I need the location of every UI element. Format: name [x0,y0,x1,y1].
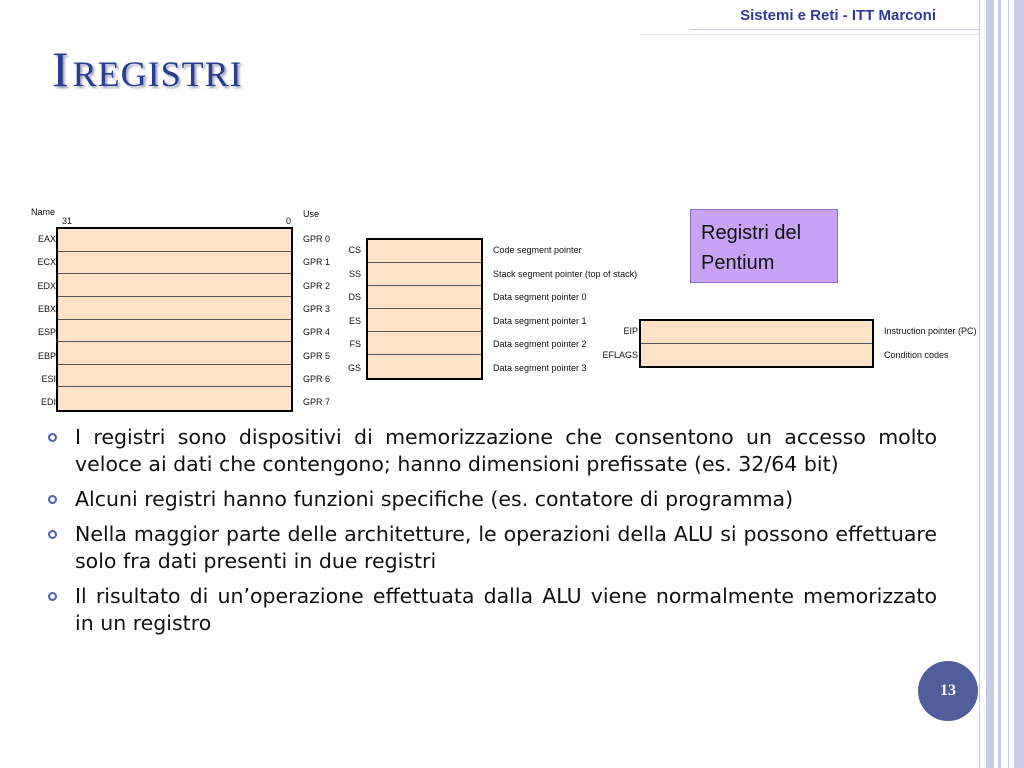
gpr-name-label: ECX [37,257,56,268]
callout-line-2: Pentium [701,252,775,274]
segment-use-label: Data segment pointer 3 [493,362,587,373]
callout-line-1: Registri del [701,222,802,244]
gpr-use-label: GPR 6 [303,373,331,384]
gpr-use-label: GPR 1 [303,257,331,268]
border-line [998,0,1001,768]
register-row [368,263,481,286]
segment-name-label: CS [348,245,361,255]
gpr-name-label: ESP [37,327,56,338]
bullet-item [44,583,937,637]
bullet-item [44,424,937,478]
header-rule [690,29,980,30]
gpr-use-label: GPR 3 [303,303,331,314]
segment-name-label: SS [348,268,361,279]
segment-register-block [366,238,483,380]
segment-name-label: GS [347,362,361,373]
register-row [58,229,291,252]
bullet-text: Il risultato di un’operazione effettuata dalla ALU viene normalmente memorizzato in un registro [75,584,937,635]
segment-name-label: DS [348,292,361,302]
gpr-name-label: EBX [37,303,56,314]
title-first-letter: I [52,41,69,97]
bullet-text: Nella maggior parte delle architetture, le operazioni della ALU si possono effettuare solo fra dati presenti in due registri [75,522,937,573]
segment-use-label: Data segment pointer 2 [493,339,587,349]
bullet-icon [48,592,57,601]
bullet-item [44,486,937,513]
border-line [979,0,980,768]
gpr-use-label: GPR 5 [303,350,331,361]
gpr-use-label: GPR 2 [303,280,331,291]
bullet-list [44,424,937,645]
gpr-register-block [56,227,293,412]
bullet-icon [48,530,57,539]
use-header: Use [303,209,320,219]
page-number: 13 [918,661,978,721]
pentium-callout [690,209,838,283]
bullet-item [44,521,937,575]
segment-use-label: Stack segment pointer (top of stack) [493,268,638,279]
bullet-text: Alcuni registri hanno funzioni specifiche (es. contatore di programma) [75,487,794,511]
register-row [58,274,291,297]
register-row [58,297,291,320]
special-name-label: EIP [623,326,638,336]
gpr-name-label: ESI [41,373,56,384]
register-row [368,286,481,309]
register-row [58,320,291,343]
segment-use-label: Data segment pointer 1 [493,315,587,326]
bullet-text: I registri sono dispositivi di memorizzazione che consentono un accesso molto veloce ai dati che contengono; hanno dimensioni prefissate (es. 32/64 bit) [75,425,937,476]
register-row [641,321,872,344]
special-use-label: Instruction pointer (PC) [884,326,977,336]
title-rest: REGISTRI [72,54,243,94]
gpr-use-label: GPR 4 [303,327,331,338]
register-row [58,365,291,388]
border-line [1014,0,1024,768]
bullet-icon [48,433,57,442]
gpr-use-label: GPR 7 [303,397,331,408]
bit-high-label: 31 [62,216,73,226]
header-rule [640,34,980,35]
name-header: Name [31,207,56,217]
header-title: Sistemi e Reti - ITT Marconi [740,7,936,24]
register-row [641,344,872,367]
register-row [58,252,291,275]
special-use-label: Condition codes [884,349,949,360]
segment-name-label: FS [349,339,361,349]
gpr-name-label: EAX [37,234,56,244]
segment-use-label: Data segment pointer 0 [493,292,587,302]
special-register-block [639,319,874,368]
gpr-use-label: GPR 0 [303,234,331,244]
special-name-label: EFLAGS [602,349,638,360]
register-row [58,342,291,365]
gpr-name-label: EDX [37,280,56,291]
gpr-name-label: EDI [40,397,56,408]
segment-name-label: ES [348,315,361,326]
register-row [368,332,481,355]
register-row [368,309,481,332]
slide-title [52,40,243,98]
register-row [368,240,481,263]
segment-use-label: Code segment pointer [493,245,582,255]
bullet-icon [48,495,57,504]
register-row [368,355,481,378]
register-row [58,387,291,410]
gpr-name-label: EBP [37,350,56,361]
border-line [1008,0,1009,768]
border-line [986,0,994,768]
bit-low-label: 0 [286,216,292,226]
